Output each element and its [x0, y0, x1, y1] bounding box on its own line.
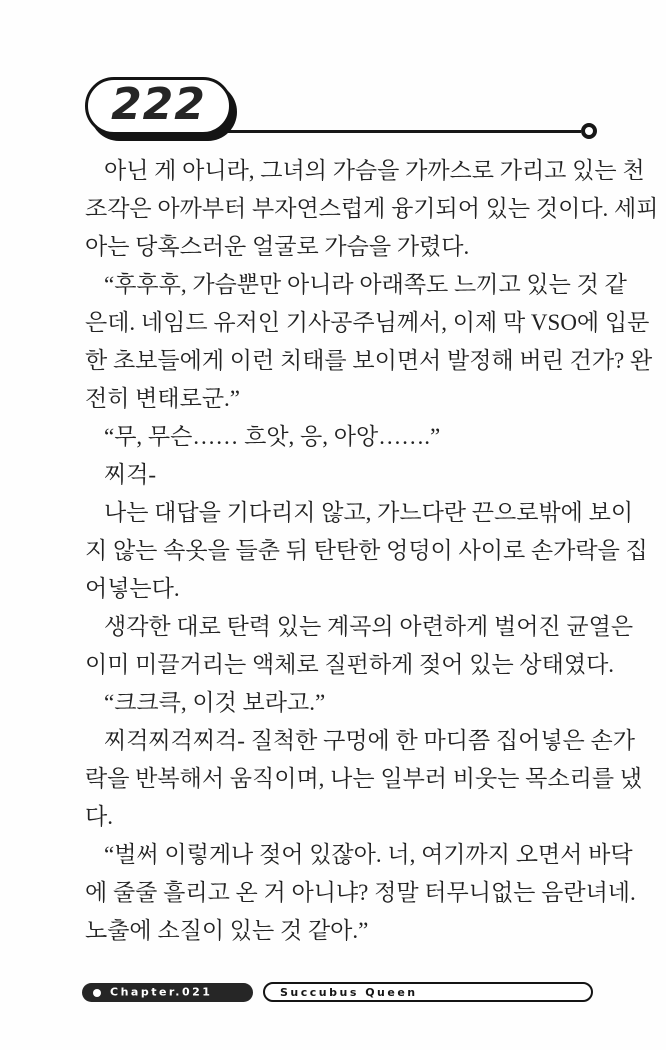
header-rule [225, 130, 581, 133]
bullet-dot-icon [93, 989, 101, 997]
text-line: 아닌 게 아니라, 그녀의 가슴을 가까스로 가리고 있는 천 [104, 158, 645, 183]
text-line: “벌써 이렇게나 젖어 있잖아. 너, 여기까지 오면서 바닥 [104, 842, 633, 867]
text-line: “크크큭, 이것 보라고.” [104, 690, 326, 715]
text-line: 찌걱- [104, 462, 157, 487]
text-line: 조각은 아까부터 부자연스럽게 융기되어 있는 것이다. 세피 [85, 196, 659, 221]
text-line: 노출에 소질이 있는 것 같아.” [85, 918, 369, 943]
text-line: 어넣는다. [85, 576, 180, 601]
header-rule-end-ring-icon [581, 123, 597, 139]
text-line: 나는 대답을 기다리지 않고, 가느다란 끈으로밖에 보이 [104, 500, 634, 525]
text-line: 한 초보들에게 이런 치태를 보이면서 발정해 버린 건가? 완 [85, 348, 653, 373]
text-line: 전히 변태로군.” [85, 386, 241, 411]
text-line: 은데. 네임드 유저인 기사공주님께서, 이제 막 VSO에 입문 [85, 310, 650, 335]
text-line: “후후후, 가슴뿐만 아니라 아래쪽도 느끼고 있는 것 같 [104, 272, 627, 297]
text-line: 생각한 대로 탄력 있는 계곡의 아련하게 벌어진 균열은 [104, 614, 634, 639]
chapter-badge [82, 983, 253, 1002]
text-line: 찌걱찌걱찌걱- 질척한 구멍에 한 마디쯤 집어넣은 손가 [104, 728, 635, 753]
book-title-badge [263, 982, 593, 1002]
book-title: Succubus Queen [280, 985, 418, 999]
text-line: “무, 무슨…… 흐앗, 응, 아앙…….” [104, 424, 441, 449]
body-text [85, 152, 659, 950]
text-line: 에 줄줄 흘리고 온 거 아니냐? 정말 터무니없는 음란녀네. [85, 880, 636, 905]
text-line: 지 않는 속옷을 들춘 뒤 탄탄한 엉덩이 사이로 손가락을 집 [85, 538, 648, 563]
text-line: 이미 미끌거리는 액체로 질펀하게 젖어 있는 상태였다. [85, 652, 615, 677]
page-number: 222 [111, 78, 206, 130]
page-number-badge [85, 77, 232, 135]
chapter-label: Chapter.021 [110, 985, 213, 999]
text-line: 락을 반복해서 움직이며, 나는 일부러 비웃는 목소리를 냈 [85, 766, 643, 791]
text-line: 다. [85, 804, 113, 829]
text-line: 아는 당혹스러운 얼굴로 가슴을 가렸다. [85, 234, 470, 259]
